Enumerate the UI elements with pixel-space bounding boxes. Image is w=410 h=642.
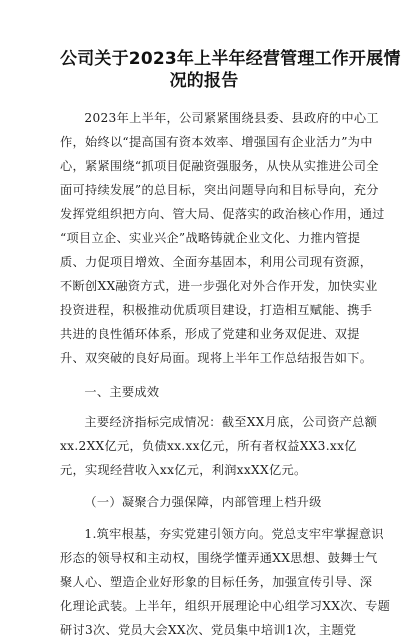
document-title — [60, 48, 401, 92]
intro-line: 2023年上半年，公司紧紧围绕县委、县政府的中心工 — [84, 111, 379, 125]
intro-line: 不断创XX融资方式，进一步强化对外合作开发，加快实业 — [60, 279, 378, 293]
intro-line: 共进的良性循环体系，形成了党建和业务双促进、双提 — [60, 327, 360, 341]
point1-line: 形态的领导权和主动权，围绕学懂弄通XX思想、鼓舞士气 — [60, 551, 378, 565]
indicators-paragraph — [60, 410, 378, 482]
point1-paragraph — [60, 522, 391, 642]
intro-line: 作，始终以“提高国有资本效率、增强国有企业活力”为中 — [60, 135, 373, 149]
intro-line: 升、双突破的良好局面。现将上半年工作总结报告如下。 — [60, 351, 373, 365]
intro-line: 投资进程，积极推动优质项目建设，打造相互赋能、携手 — [60, 303, 373, 317]
indicators-line: 元，实现经营收入xx亿元，利润xxXX亿元。 — [60, 463, 307, 477]
intro-line: 面可持续发展”的总目标，突出问题导向和目标导向，充分 — [60, 183, 379, 197]
intro-line: 质、力促项目增效、全面夯基固本，利用公司现有资源， — [60, 255, 373, 269]
title-line-2: 况的报告 — [169, 71, 239, 91]
subsection-heading: （一）凝聚合力强保障，内部管理上档升级 — [84, 495, 322, 509]
point1-line: 1.筑牢根基，夯实党建引领方向。党总支牢牢掌握意识 — [84, 527, 384, 541]
point1-line: 化理论武装。上半年，组织开展理论中心组学习XX次、专题 — [60, 599, 391, 613]
title-line-1: 公司关于2023年上半年经营管理工作开展情 — [60, 49, 401, 69]
intro-paragraph — [60, 106, 385, 370]
intro-line: 心，紧紧围绕“抓项目促融资强服务，从快从实推进公司全 — [60, 159, 379, 173]
indicators-line: 主要经济指标完成情况：截至XX月底，公司资产总额 — [84, 415, 378, 429]
intro-line: “项目立企、实业兴企”战略铸就企业文化、力推内管提 — [60, 231, 361, 245]
section-heading: 一、主要成效 — [84, 385, 160, 399]
point1-line: 聚人心、塑造企业好形象的目标任务，加强宣传引导、深 — [60, 575, 373, 589]
indicators-line: xx.2XX亿元，负债xx.xx亿元，所有者权益XX3.xx亿 — [60, 439, 357, 453]
point1-line: 研讨3次、党员大会XX次、党员集中培训1次，主题党 — [60, 623, 357, 637]
intro-line: 发挥党组织把方向、管大局、促落实的政治核心作用，通过 — [60, 207, 385, 221]
